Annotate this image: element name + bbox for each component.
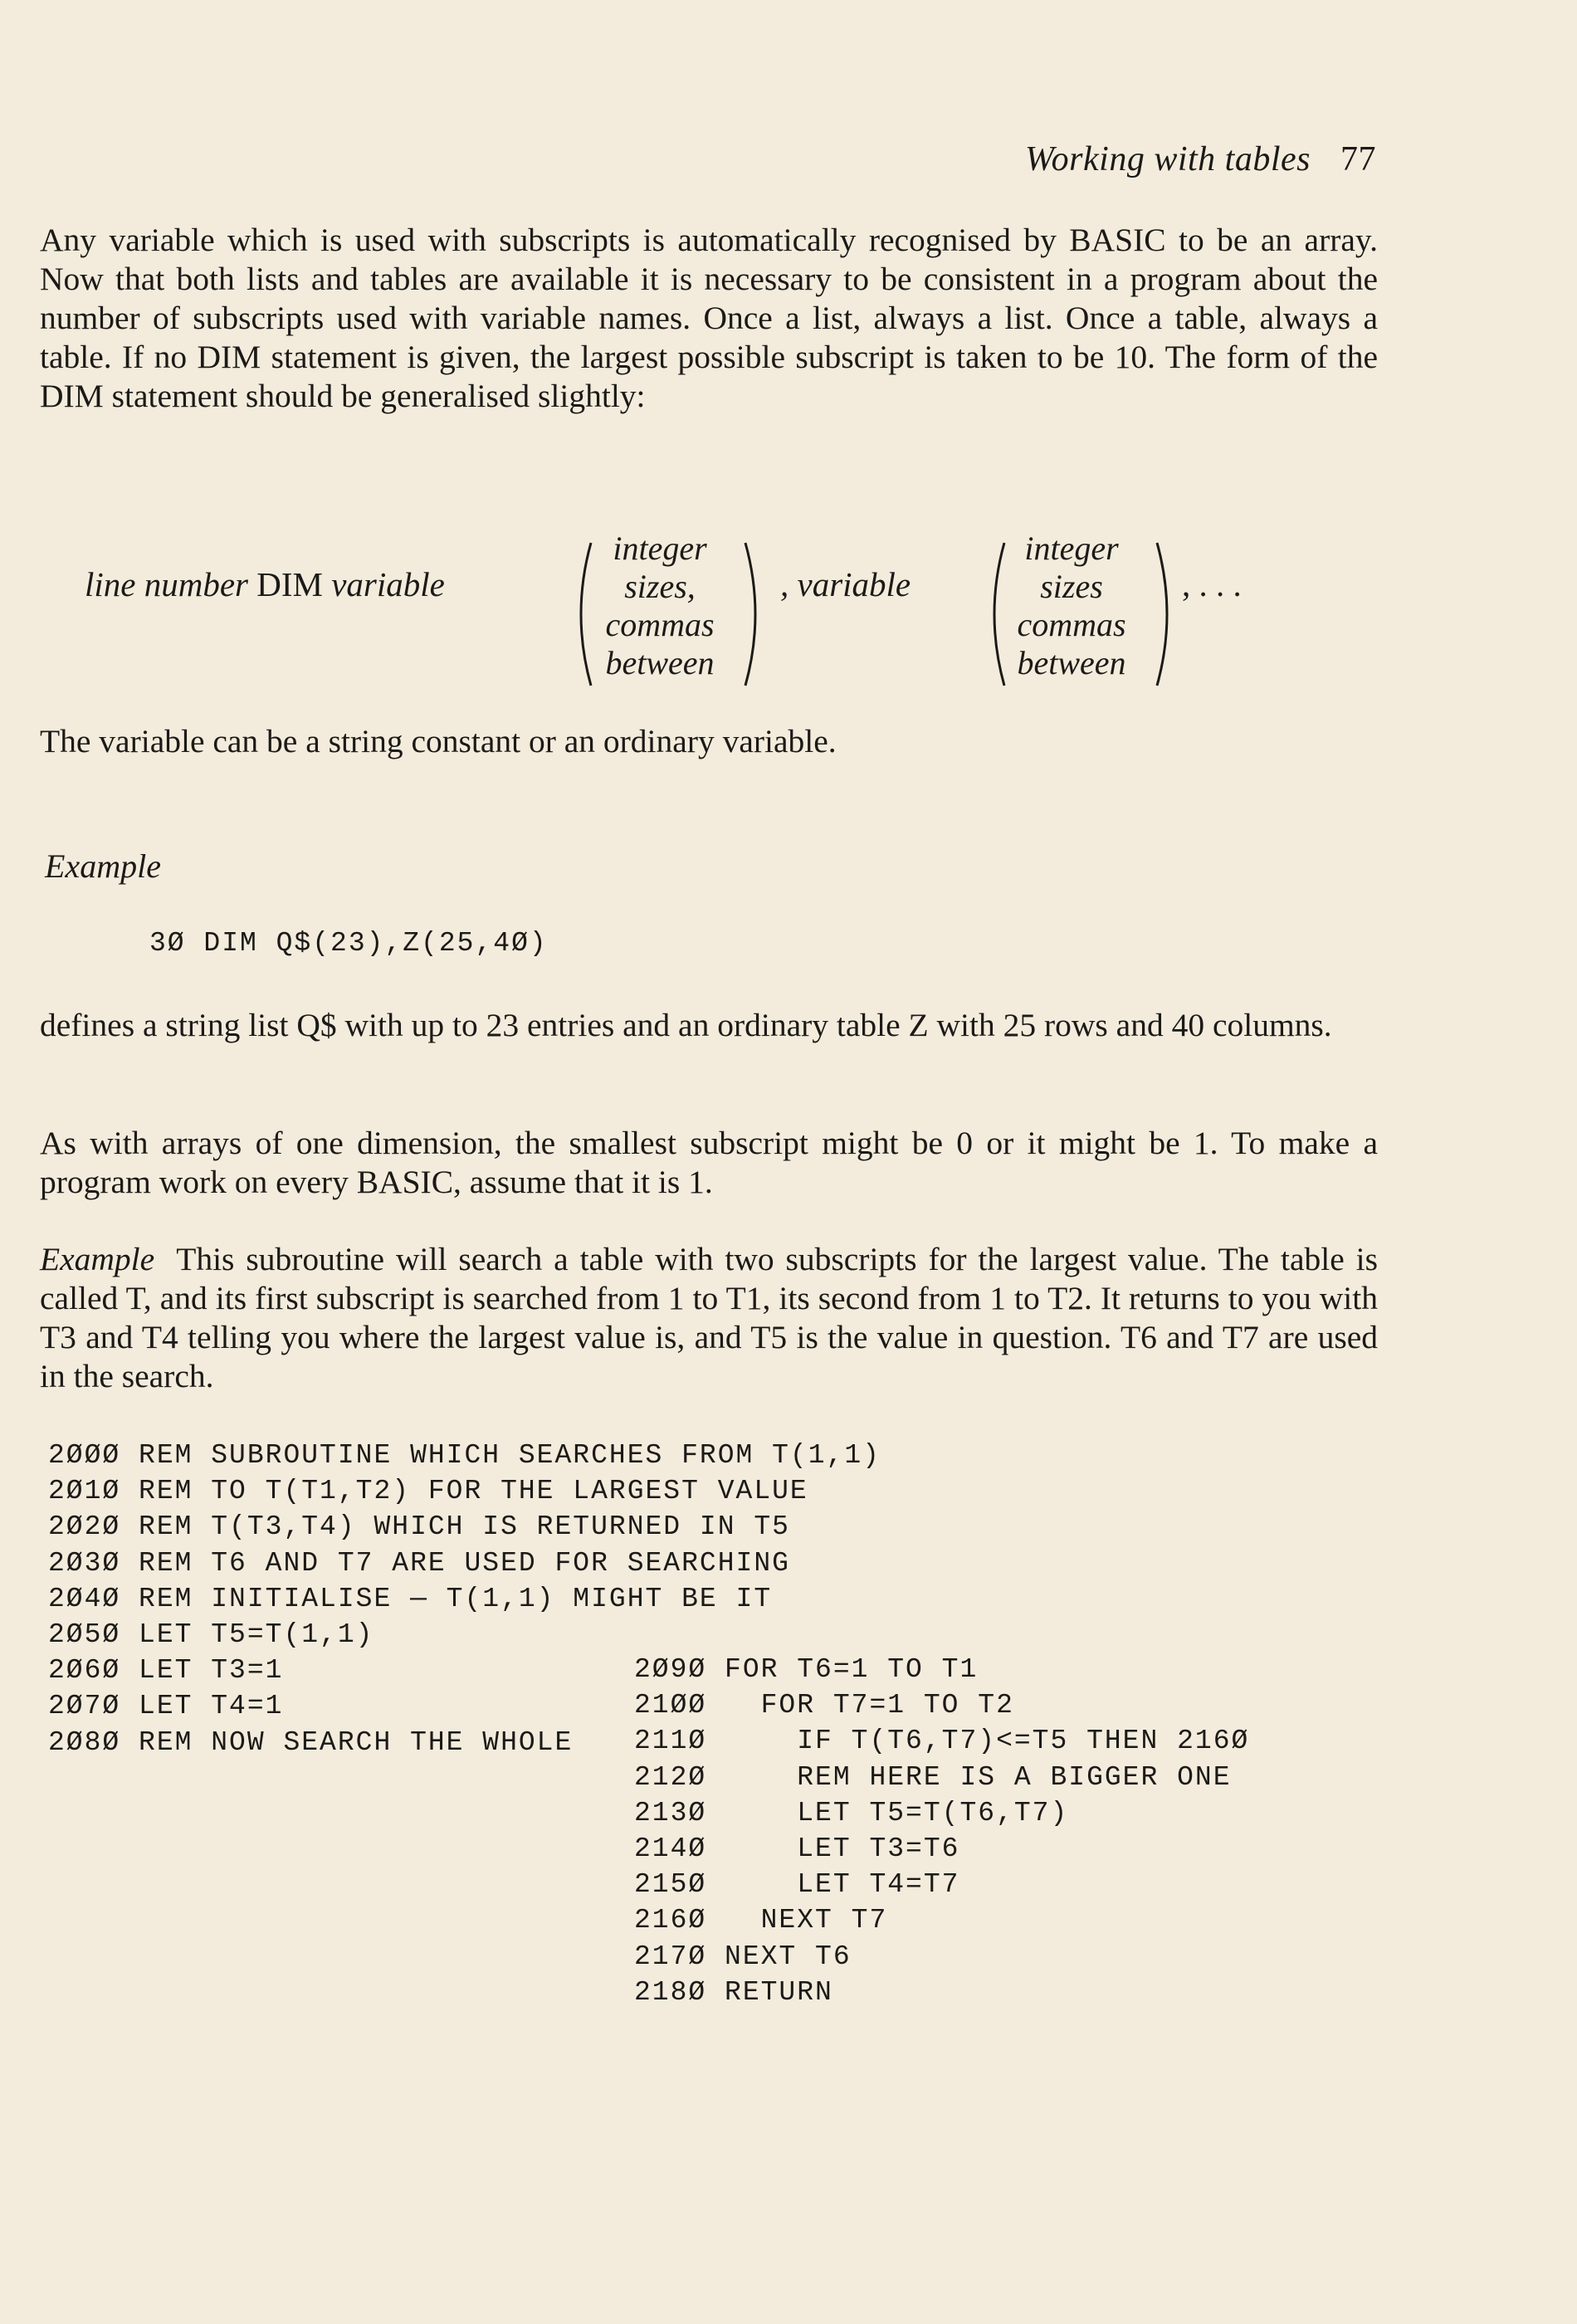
subscript-paragraph <box>40 1124 1378 1202</box>
code-line: 2Ø5Ø LET T5=T(1,1) <box>48 1618 374 1650</box>
example-2-body <box>40 1240 1378 1396</box>
dim-syntax-diagram <box>0 523 1577 697</box>
example-2-label: Example <box>40 1241 155 1277</box>
group2-line-2: sizes <box>1040 568 1103 605</box>
example-2-text: This subroutine will search a table with two subscripts for the largest value. The table is called T, and its first subscript is searched from 1 to T1, its second from 1 to T2. It returns to you with T3 and T4 telling you where the largest value is, and T5 is the value in question. T6 and T7 are used in the search. <box>40 1241 1378 1394</box>
code-line: 2Ø6Ø LET T3=1 <box>48 1655 284 1687</box>
code-line: 2Ø7Ø LET T4=1 <box>48 1691 284 1722</box>
group2-line-3: commas <box>1017 606 1126 643</box>
syntax-line-number-label <box>85 564 445 604</box>
syntax-variable-2: , variable <box>780 565 911 603</box>
syntax-group-2 <box>993 530 1150 682</box>
syntax-group-1 <box>581 530 739 682</box>
syntax-line-number: line number <box>85 565 248 603</box>
group2-line-1: integer <box>1024 530 1119 567</box>
syntax-variable: variable <box>331 565 445 603</box>
example-2-paragraph <box>40 1240 1378 1396</box>
code-line: 2Ø3Ø REM T6 AND T7 ARE USED FOR SEARCHING <box>48 1547 790 1579</box>
group1-line-4: between <box>605 644 715 681</box>
code-line: 218Ø RETURN <box>634 1976 833 2008</box>
code-line: 216Ø NEXT T7 <box>634 1905 888 1936</box>
intro-text: Any variable which is used with subscripts is automatically recognised by BASIC to be an array. Now that both lists and tables are available it is necessary to be consistent in a program about the number of subscripts used with variable names. Once a list, always a list. Once a table, always a table. If no DIM statement is given, the largest possible subscript is taken to be 10. The form of the DIM statement should be generalised slightly: <box>40 222 1378 414</box>
page-number: 77 <box>1340 140 1376 178</box>
variable-note-text: The variable can be a string constant or an ordinary variable. <box>40 723 837 759</box>
listing-right-column <box>634 1652 1249 2010</box>
group2-line-4: between <box>1017 644 1126 681</box>
defines-paragraph <box>40 1006 1378 1045</box>
group1-line-3: commas <box>605 606 715 643</box>
code-line: 2Ø2Ø REM T(T3,T4) WHICH IS RETURNED IN T5 <box>48 1511 790 1543</box>
code-line: 211Ø IF T(T6,T7)<=T5 THEN 216Ø <box>634 1726 1250 1757</box>
right-paren-1 <box>740 540 770 689</box>
subscript-text: As with arrays of one dimension, the smallest subscript might be 0 or it might be 1. To make a program work on every BASIC, assume that it is 1. <box>40 1125 1378 1200</box>
code-line: 2Ø8Ø REM NOW SEARCH THE WHOLE <box>48 1726 574 1758</box>
defines-text: defines a string list Q$ with up to 23 entries and an ordinary table Z with 25 rows and 40 columns. <box>40 1007 1332 1043</box>
syntax-ellipsis: , . . . <box>1182 565 1242 603</box>
intro-paragraph <box>40 221 1378 416</box>
example-heading: Example <box>45 847 161 885</box>
code-line: 2ØØØ REM SUBROUTINE WHICH SEARCHES FROM T(1,1) <box>48 1440 881 1471</box>
code-line: 212Ø REM HERE IS A BIGGER ONE <box>634 1761 1232 1793</box>
code-line: 214Ø LET T3=T6 <box>634 1833 960 1864</box>
code-line: 21ØØ FOR T7=1 TO T2 <box>634 1690 1014 1721</box>
running-head-title: Working with tables <box>1025 140 1311 178</box>
code-line: 215Ø LET T4=T7 <box>634 1869 960 1901</box>
syntax-dim-keyword: DIM <box>256 565 323 603</box>
variable-note-paragraph <box>40 722 1378 761</box>
code-line: 2Ø9Ø FOR T6=1 TO T1 <box>634 1654 979 1685</box>
code-line: 2Ø4Ø REM INITIALISE — T(1,1) MIGHT BE IT <box>48 1583 773 1614</box>
code-line: 213Ø LET T5=T(T6,T7) <box>634 1797 1069 1828</box>
example-code: 3Ø DIM Q$(23),Z(25,4Ø) <box>149 928 548 959</box>
right-paren-2 <box>1152 540 1182 689</box>
group1-line-2: sizes, <box>624 568 696 605</box>
code-line: 217Ø NEXT T6 <box>634 1941 852 1972</box>
code-line: 2Ø1Ø REM TO T(T1,T2) FOR THE LARGEST VALUE <box>48 1476 808 1507</box>
group1-line-1: integer <box>613 530 707 567</box>
running-head <box>1025 139 1376 179</box>
